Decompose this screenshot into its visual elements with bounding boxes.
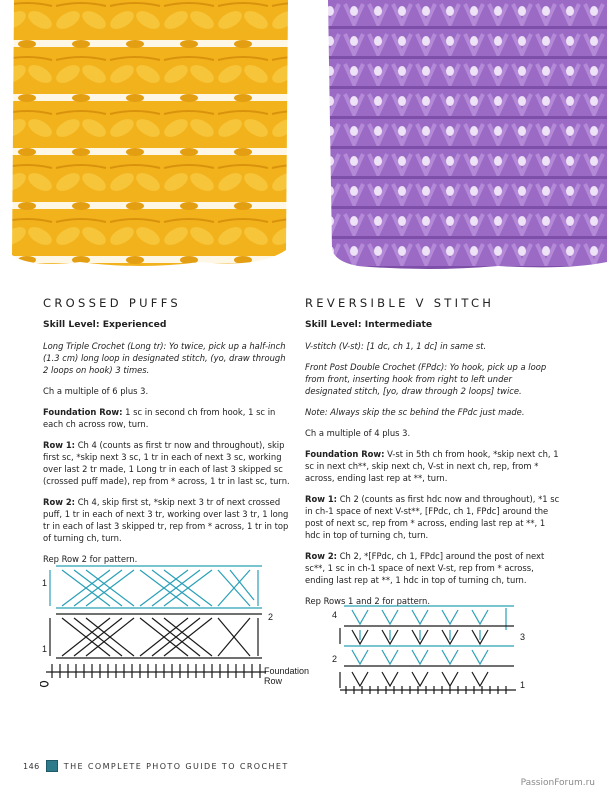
crossed-puffs-repeat: Rep Row 2 for pattern.: [43, 554, 138, 564]
crossed-puffs-foundation-row: [43, 406, 291, 430]
watermark: PassionForum.ru: [520, 778, 595, 788]
foundation-row-label: Foundation Row:: [305, 449, 385, 459]
crossed-puffs-chain-multiple: Ch a multiple of 6 plus 3.: [43, 386, 149, 396]
crossed-puffs-row-1: [43, 439, 291, 487]
row-2-label: Row 2:: [43, 497, 76, 507]
crossed-puffs-title: CROSSED PUFFS: [43, 296, 182, 310]
reversible-v-row-1: [305, 493, 561, 541]
page-number: 146: [23, 761, 40, 771]
diagram-foundation-label-line1: Foundation: [264, 666, 310, 676]
diagram-foundation-label-line2: Row: [264, 676, 283, 686]
crossed-puffs-swatch-photo: [0, 0, 292, 272]
reversible-v-stitch-swatch-photo: [318, 0, 607, 272]
row-1-label: Row 1:: [305, 494, 338, 504]
reversible-v-stitch-diagram: [330, 600, 530, 700]
diagram-row-1-label: 1: [520, 680, 526, 690]
fpdc-note: Note: Always skip the sc behind the FPdc just made.: [305, 407, 525, 417]
long-tr-definition: Long Triple Crochet (Long tr): Yo twice, pick up a half-inch (1.3 cm) long loop in designated stitch, (yo, draw through 2 loops on hook) 3 times.: [43, 341, 286, 375]
diagram-row-2-label: 2: [332, 654, 338, 664]
crossed-puffs-row-2: [43, 496, 291, 544]
row-1-text: Ch 2 (counts as first hdc now and throughout), *1 sc in ch-1 space of next V-st**, [FPdc, ch 1, FPdc] around the post of next sc, rep from * across, ending last rep at **, 1 hdc in top of turning ch, turn.: [305, 494, 560, 540]
book-title: THE COMPLETE PHOTO GUIDE TO CROCHET: [63, 761, 289, 771]
fpdc-definition: Front Post Double Crochet (FPdc): Yo hook, pick up a loop from front, inserting hook from right to left under designated stitch, [yo, draw through 2 loops] twice.: [305, 362, 547, 396]
crossed-puffs-stitch-diagram: [40, 560, 310, 692]
row-2-text: Ch 4, skip first st, *skip next 3 tr of next crossed puff, 1 tr in each of next 3 tr, working over last 3 tr, 1 long tr in each of last 3 skipped tr, rep from * across, 1 tr in top of turning ch, turn.: [43, 497, 289, 543]
row-2-label: Row 2:: [305, 551, 338, 561]
diagram-row-number-right: 2: [268, 612, 274, 622]
reversible-v-foundation-row: [305, 448, 561, 484]
foundation-row-label: Foundation Row:: [43, 407, 123, 417]
reversible-v-chain-multiple: Ch a multiple of 4 plus 3.: [305, 428, 411, 438]
reversible-v-row-2: [305, 550, 561, 586]
crossed-puffs-section: [43, 296, 291, 574]
diagram-row-3-label: 3: [520, 632, 526, 642]
diagram-row-number-mid: 1: [42, 644, 48, 654]
reversible-v-repeat: Rep Rows 1 and 2 for pattern.: [305, 596, 431, 606]
diagram-row-4-label: 4: [332, 610, 338, 620]
page-footer: [23, 760, 289, 772]
row-1-label: Row 1:: [43, 440, 76, 450]
diagram-row-number-top: 1: [42, 578, 48, 588]
reversible-v-stitch-section: [305, 296, 561, 616]
row-1-text: Ch 4 (counts as first tr now and throughout), skip first sc, *skip next 3 sc, 1 tr in each of next 3 sc, working over last 2 tr made, 1 Long tr in each of last 3 skipped sc (crossed puff made), rep from * across, 1 tr in last sc, turn.: [43, 440, 290, 486]
row-2-text: Ch 2, *[FPdc, ch 1, FPdc] around the post of next sc**, 1 sc in ch-1 space of next V-st, rep from * across, ending last rep at **, 1 hdc in top of turning ch, turn.: [305, 551, 545, 585]
reversible-v-stitch-skill-level: Skill Level: Intermediate: [305, 319, 433, 330]
crossed-puffs-skill-level: Skill Level: Experienced: [43, 319, 167, 330]
foundation-row-text: 1 sc in second ch from hook, 1 sc in each ch across row, turn.: [43, 407, 276, 429]
book-logo-icon: [46, 760, 58, 772]
v-stitch-definition: V-stitch (V-st): [1 dc, ch 1, 1 dc] in same st.: [305, 341, 487, 351]
foundation-row-text: V-st in 5th ch from hook, *skip next ch, 1 sc in next ch**, skip next ch, V-st in next ch, rep, from * across, ending last rep at **, turn.: [305, 449, 559, 483]
reversible-v-stitch-title: REVERSIBLE V STITCH: [305, 296, 495, 310]
